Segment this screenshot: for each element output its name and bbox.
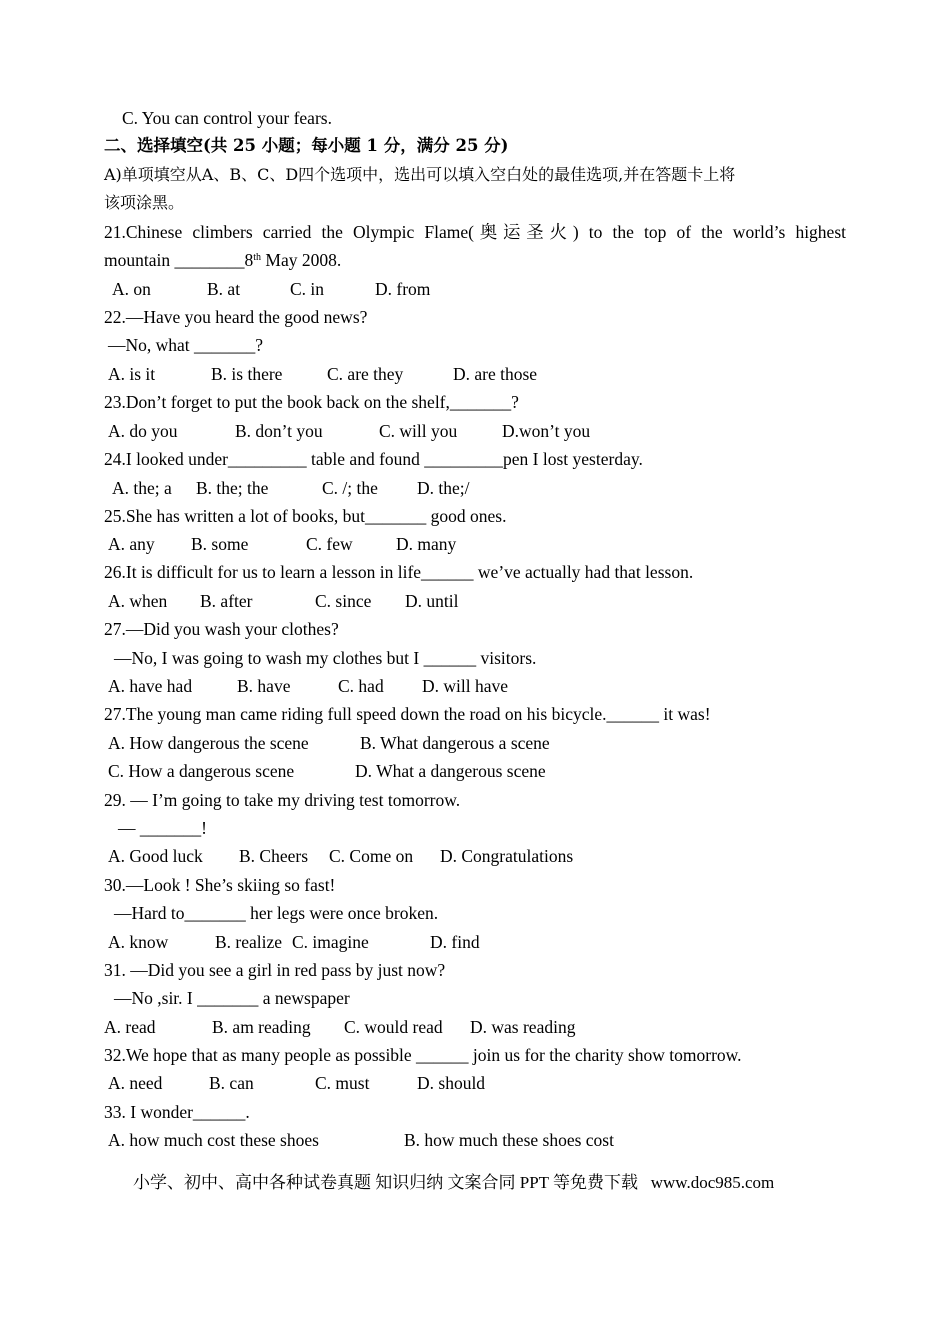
section-instruction: A)单项填空从A、B、C、D四个选项中，选出可以填入空白处的最佳选项,并在答题卡上将: [104, 165, 736, 184]
q29-option-a[interactable]: A. Good luck: [108, 846, 203, 866]
q27a-reply: —No, I was going to wash my clothes but I ______ visitors.: [114, 648, 537, 668]
q32-stem: 32.We hope that as many people as possible ______ join us for the charity show tomorrow.: [104, 1045, 742, 1065]
q23-option-b[interactable]: B. don’t you: [235, 421, 323, 441]
q33-option-a[interactable]: A. how much cost these shoes: [108, 1130, 319, 1150]
q26-option-d[interactable]: D. until: [405, 591, 459, 611]
q30-option-a[interactable]: A. know: [108, 932, 169, 952]
q33-stem: 33. I wonder______.: [104, 1102, 250, 1122]
q26-option-b[interactable]: B. after: [200, 591, 253, 611]
q27b-option-b[interactable]: B. What dangerous a scene: [360, 733, 550, 753]
q31-option-c[interactable]: C. would read: [344, 1017, 443, 1037]
q25-option-a[interactable]: A. any: [108, 534, 155, 554]
q27a-option-c[interactable]: C. had: [338, 676, 384, 696]
section-instruction-cont: 该项涂黑。: [104, 193, 185, 212]
q27a-option-a[interactable]: A. have had: [108, 676, 193, 696]
q24-option-b[interactable]: B. the; the: [196, 478, 269, 498]
q21-option-b[interactable]: B. at: [207, 279, 241, 299]
q27b-option-c[interactable]: C. How a dangerous scene: [108, 761, 295, 781]
q24-option-c[interactable]: C. /; the: [322, 478, 378, 498]
q27a-stem: 27.—Did you wash your clothes?: [104, 619, 339, 639]
q26-stem: 26.It is difficult for us to learn a lesson in life______ we’ve actually had that lesson.: [104, 562, 694, 582]
section-heading: 二、选择填空(共 25 小题；每小题 1 分，满分 25 分): [104, 136, 509, 155]
q22-option-c[interactable]: C. are they: [327, 364, 404, 384]
q30-reply: —Hard to_______ her legs were once broken.: [114, 903, 439, 923]
q22-reply: —No, what _______?: [108, 335, 264, 355]
q23-stem: 23.Don’t forget to put the book back on the shelf,_______?: [104, 392, 519, 412]
q21-stem-tail: May 2008.: [261, 250, 342, 270]
q27a-option-b[interactable]: B. have: [237, 676, 291, 696]
q24-option-d[interactable]: D. the;/: [417, 478, 470, 498]
q21-stem-cont: [104, 249, 341, 271]
q30-stem: 30.—Look ! She’s skiing so fast!: [104, 875, 336, 895]
q25-option-d[interactable]: D. many: [396, 534, 457, 554]
q31-option-b[interactable]: B. am reading: [212, 1017, 311, 1037]
q32-option-b[interactable]: B. can: [209, 1073, 254, 1093]
q21-stem: 21.Chinese climbers carried the Olympic Flame(奥运圣火) to the top of the world’s highest: [104, 222, 846, 242]
q30-option-b[interactable]: B. realize: [215, 932, 283, 952]
page-footer: 小学、初中、高中各种试卷真题 知识归纳 文案合同 PPT 等免费下载 www.doc985.com: [133, 1173, 775, 1192]
q24-option-a[interactable]: A. the; a: [112, 478, 172, 498]
q32-option-a[interactable]: A. need: [108, 1073, 163, 1093]
q24-stem: 24.I looked under_________ table and found _________pen I lost yesterday.: [104, 449, 643, 469]
q30-option-d[interactable]: D. find: [430, 932, 480, 952]
q22-option-a[interactable]: A. is it: [108, 364, 156, 384]
q21-option-c[interactable]: C. in: [290, 279, 325, 299]
q27b-option-a[interactable]: A. How dangerous the scene: [108, 733, 309, 753]
q31-stem: 31. —Did you see a girl in red pass by just now?: [104, 960, 446, 980]
q26-option-a[interactable]: A. when: [108, 591, 168, 611]
q23-option-a[interactable]: A. do you: [108, 421, 178, 441]
q29-option-d[interactable]: D. Congratulations: [440, 846, 574, 866]
q29-stem: 29. — I’m going to take my driving test tomorrow.: [104, 790, 461, 810]
q25-stem: 25.She has written a lot of books, but_______ good ones.: [104, 506, 507, 526]
q31-option-d[interactable]: D. was reading: [470, 1017, 576, 1037]
q22-option-b[interactable]: B. is there: [211, 364, 283, 384]
q20-option-c: C. You can control your fears.: [122, 108, 332, 128]
q21-option-d[interactable]: D. from: [375, 279, 431, 299]
q31-option-a[interactable]: A. read: [104, 1017, 156, 1037]
q22-stem: 22.—Have you heard the good news?: [104, 307, 368, 327]
q21-stem-text: mountain ________8: [104, 250, 254, 270]
q26-option-c[interactable]: C. since: [315, 591, 372, 611]
q29-option-b[interactable]: B. Cheers: [239, 846, 309, 866]
q29-option-c[interactable]: C. Come on: [329, 846, 414, 866]
q27b-option-d[interactable]: D. What a dangerous scene: [355, 761, 546, 781]
q32-option-d[interactable]: D. should: [417, 1073, 486, 1093]
q25-option-b[interactable]: B. some: [191, 534, 249, 554]
q33-option-b[interactable]: B. how much these shoes cost: [404, 1130, 614, 1150]
q21-option-a[interactable]: A. on: [112, 279, 151, 299]
q21-superscript: th: [253, 252, 262, 263]
q25-option-c[interactable]: C. few: [306, 534, 353, 554]
q23-option-c[interactable]: C. will you: [379, 421, 458, 441]
q23-option-d[interactable]: D.won’t you: [502, 421, 591, 441]
q27b-stem: 27.The young man came riding full speed down the road on his bicycle.______ it was!: [104, 704, 711, 724]
q30-option-c[interactable]: C. imagine: [292, 932, 369, 952]
q32-option-c[interactable]: C. must: [315, 1073, 370, 1093]
q22-option-d[interactable]: D. are those: [453, 364, 538, 384]
q29-reply: — _______!: [118, 818, 207, 838]
q31-reply: —No ,sir. I _______ a newspaper: [114, 988, 350, 1008]
q27a-option-d[interactable]: D. will have: [422, 676, 509, 696]
